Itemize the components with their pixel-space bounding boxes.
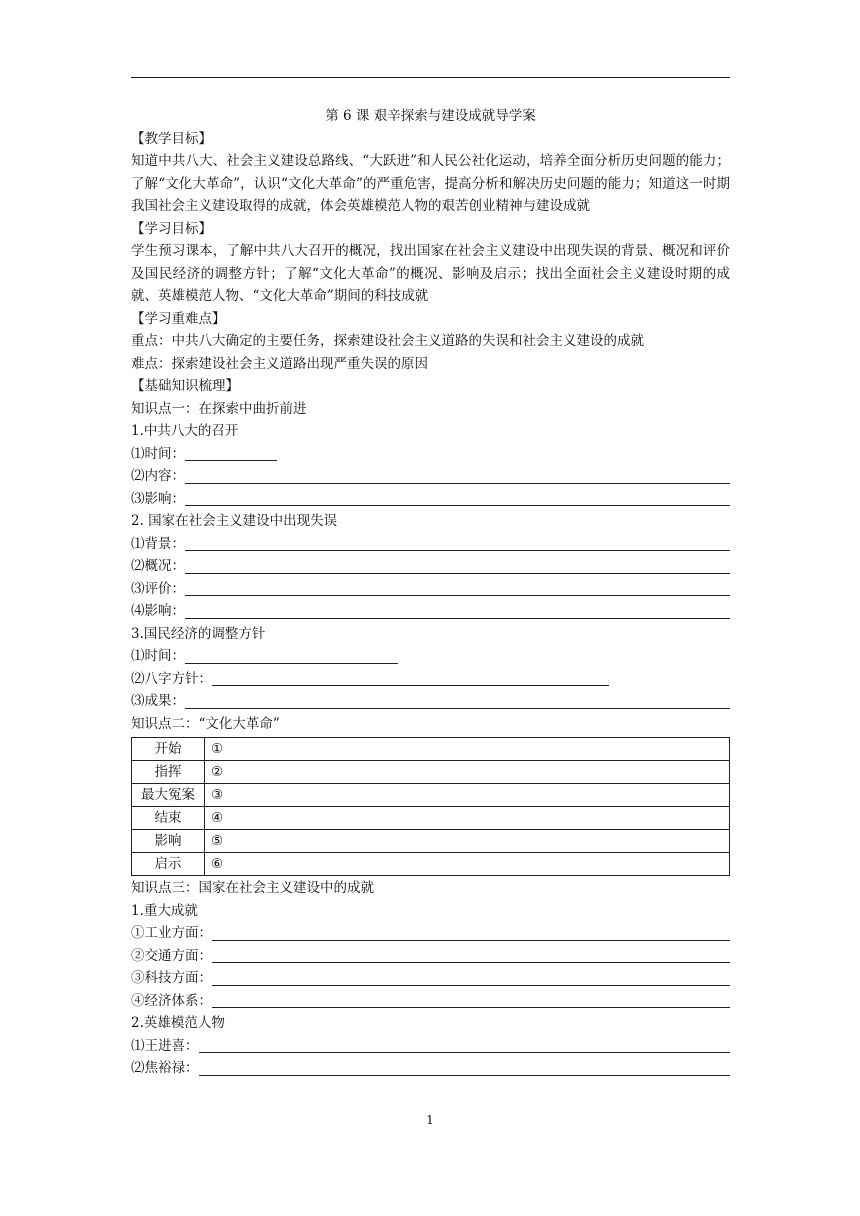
table-row — [132, 853, 730, 876]
fill-row — [131, 690, 730, 713]
answer-blank[interactable] — [212, 670, 609, 686]
answer-cell[interactable]: ③ — [205, 784, 730, 807]
answer-blank[interactable] — [185, 468, 730, 484]
table-row — [132, 761, 730, 784]
answer-blank[interactable] — [212, 992, 730, 1008]
header-rule — [131, 77, 730, 78]
table-row — [132, 830, 730, 853]
fill-label: ⑴时间： — [131, 445, 185, 462]
fill-row — [131, 578, 730, 601]
fill-label: ⑵概况： — [131, 558, 185, 574]
fill-label: ⑶评价： — [131, 580, 185, 597]
page-number: 1 — [426, 1113, 434, 1127]
answer-blank[interactable] — [199, 1037, 731, 1053]
fill-row — [131, 922, 730, 945]
learning-goal-heading: 【学习目标】 — [131, 220, 212, 237]
fill-row — [131, 1035, 730, 1058]
fill-label: ⑴王进喜： — [131, 1037, 199, 1054]
kp1-s3-title: 3.国民经济的调整方针 — [131, 625, 266, 642]
basics-heading: 【基础知识梳理】 — [131, 378, 239, 394]
fill-label: ⑴背景： — [131, 535, 185, 552]
cultural-revolution-table — [131, 737, 730, 876]
answer-cell[interactable]: ④ — [205, 807, 730, 830]
kp1-s2-title: 2. 国家在社会主义建设中出现失误 — [131, 513, 338, 529]
fill-label: ⑵内容： — [131, 468, 185, 484]
answer-blank[interactable] — [185, 558, 730, 574]
fill-row — [131, 1057, 730, 1080]
fill-label: ③科技方面： — [131, 970, 212, 986]
row-label: 影响 — [132, 830, 205, 853]
fill-row — [131, 465, 730, 488]
row-label: 结束 — [132, 807, 205, 830]
answer-cell[interactable]: ⑥ — [205, 853, 730, 876]
answer-blank[interactable] — [185, 693, 730, 709]
fill-label: ⑵八字方针： — [131, 670, 212, 687]
fill-label: ⑵焦裕禄： — [131, 1060, 199, 1076]
page-title: 第 6 课 艰辛探索与建设成就导学案 — [325, 108, 536, 124]
answer-blank[interactable] — [185, 445, 277, 461]
fill-row — [131, 533, 730, 556]
fill-label: ②交通方面： — [131, 947, 212, 964]
answer-blank[interactable] — [185, 535, 730, 551]
answer-cell[interactable]: ① — [205, 738, 730, 761]
key-points-heading: 【学习重难点】 — [131, 310, 226, 327]
answer-blank[interactable] — [185, 580, 730, 596]
fill-label: ①工业方面： — [131, 925, 212, 941]
row-label: 最大冤案 — [132, 784, 205, 807]
difficult-point-text: 难点：探索建设社会主义道路出现严重失误的原因 — [131, 355, 428, 372]
fill-row — [131, 443, 730, 466]
fill-row — [131, 967, 730, 990]
fill-row — [131, 645, 730, 668]
kp1-s1-title: 1.中共八大的召开 — [131, 423, 239, 439]
kp1-title: 知识点一：在探索中曲折前进 — [131, 400, 307, 417]
row-label: 开始 — [132, 738, 205, 761]
fill-row — [131, 990, 730, 1013]
teaching-goal-text: 知道中共八大、社会主义建设总路线、“大跃进”和人民公社化运动，培养全面分析历史问题的能力；了解“文化大革命”，认识“文化大革命”的严重危害，提高分析和解决历史问题的能力；知道这一时期我国社会主义建设取得的成就，体会英雄模范人物的艰苦创业精神与建设成就 — [131, 153, 730, 214]
fill-label: ⑶影响： — [131, 490, 185, 507]
teaching-goal-heading: 【教学目标】 — [131, 130, 212, 147]
row-label: 指挥 — [132, 761, 205, 784]
document-body — [131, 105, 730, 1080]
key-point-text: 重点：中共八大确定的主要任务，探索建设社会主义道路的失误和社会主义建设的成就 — [131, 333, 644, 349]
fill-label: ⑴时间： — [131, 648, 185, 664]
kp3-s2-title: 2.英雄模范人物 — [131, 1015, 225, 1031]
fill-row — [131, 488, 730, 511]
kp3-s1-title: 1.重大成就 — [131, 902, 198, 919]
answer-blank[interactable] — [185, 490, 730, 506]
table-row — [132, 784, 730, 807]
answer-blank[interactable] — [212, 947, 730, 963]
fill-row — [131, 945, 730, 968]
answer-blank[interactable] — [199, 1060, 731, 1076]
kp3-title: 知识点三：国家在社会主义建设中的成就 — [131, 880, 374, 896]
fill-label: ⑷影响： — [131, 603, 185, 619]
fill-row — [131, 555, 730, 578]
answer-blank[interactable] — [185, 603, 730, 619]
fill-row — [131, 668, 730, 691]
table-row — [132, 738, 730, 761]
learning-goal-text: 学生预习课本，了解中共八大召开的概况，找出国家在社会主义建设中出现失误的背景、概况和评价及国民经济的调整方针；了解“文化大革命”的概况、影响及启示；找出全面社会主义建设时期的成就、英雄模范人物、“文化大革命”期间的科技成就 — [131, 243, 730, 304]
kp2-title: 知识点二：“文化大革命” — [131, 715, 280, 732]
fill-row — [131, 600, 730, 623]
row-label: 启示 — [132, 853, 205, 876]
answer-cell[interactable]: ② — [205, 761, 730, 784]
answer-blank[interactable] — [212, 925, 730, 941]
answer-blank[interactable] — [185, 648, 398, 664]
answer-blank[interactable] — [212, 970, 730, 986]
fill-label: ⑶成果： — [131, 693, 185, 709]
answer-cell[interactable]: ⑤ — [205, 830, 730, 853]
fill-label: ④经济体系： — [131, 992, 212, 1009]
table-row — [132, 807, 730, 830]
